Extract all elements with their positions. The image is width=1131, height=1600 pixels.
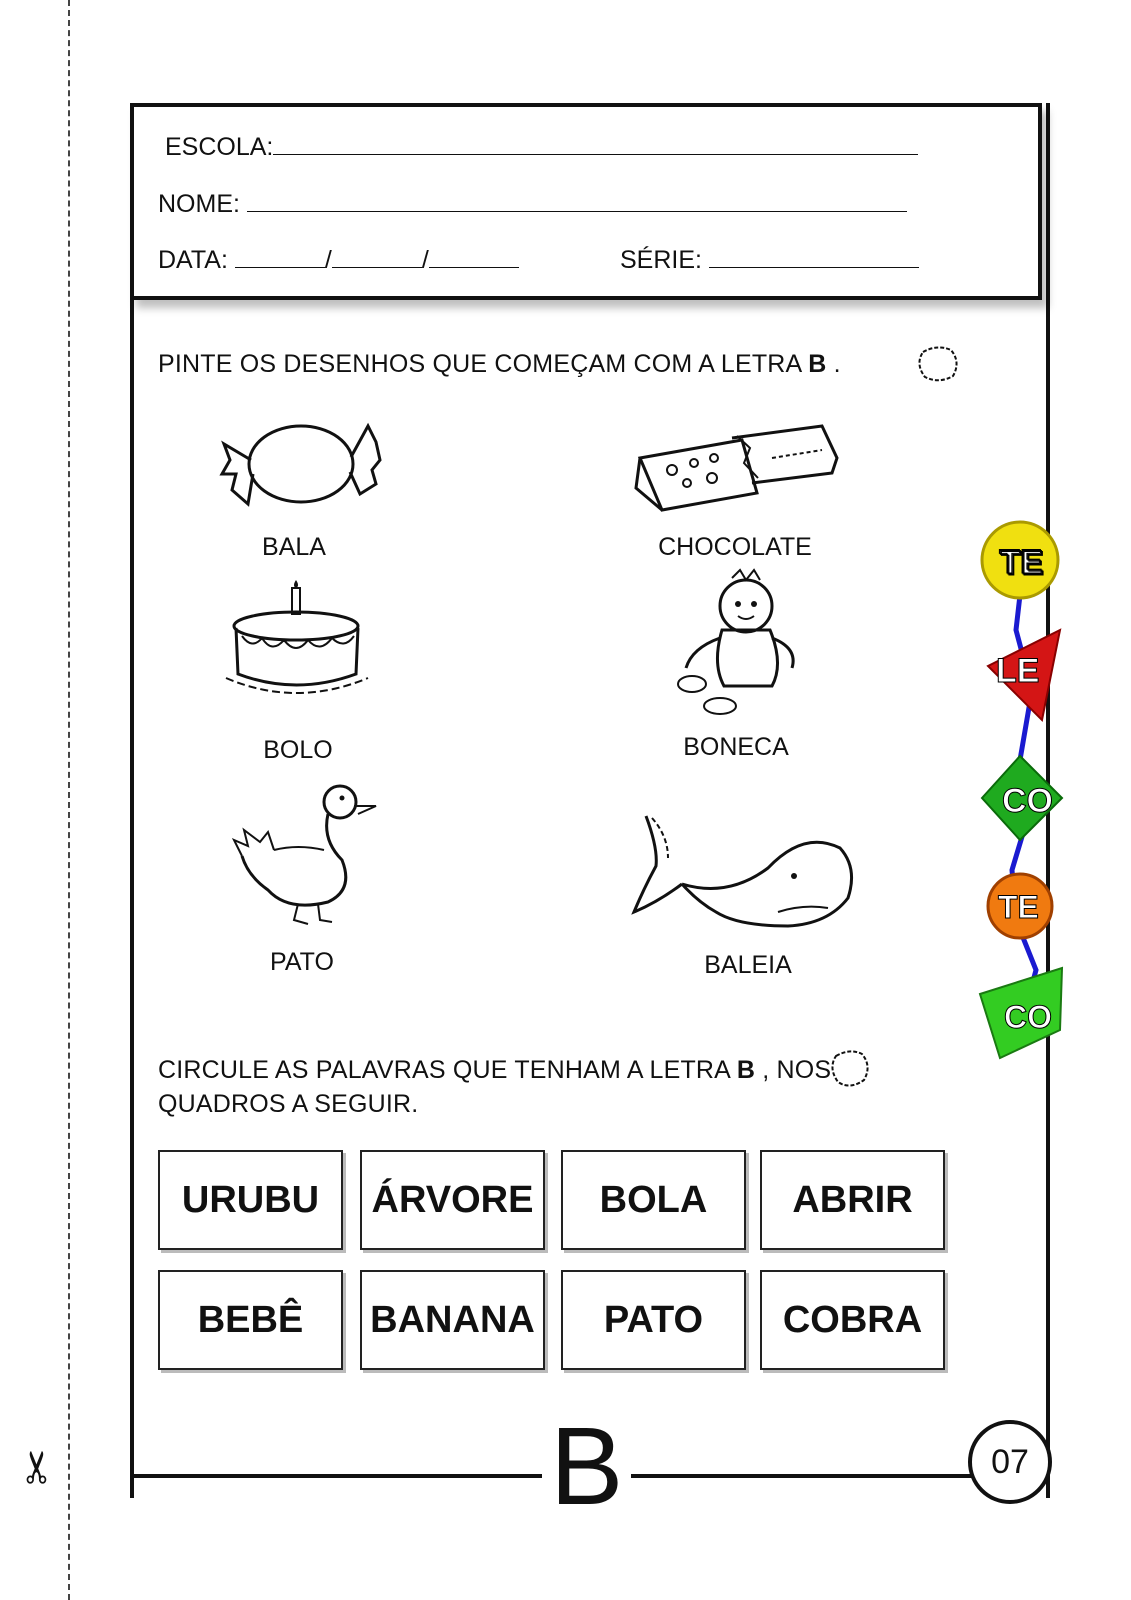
page-number-badge — [968, 1420, 1052, 1504]
word-text: URUBU — [181, 1178, 320, 1221]
word-box[interactable] — [561, 1150, 746, 1250]
section2-instruction — [158, 1056, 831, 1085]
word-text: BOLA — [599, 1178, 708, 1221]
word-text: ABRIR — [792, 1178, 913, 1221]
instruction-end: . — [826, 350, 841, 378]
cake-drawing[interactable] — [222, 578, 372, 703]
serie-field[interactable] — [620, 246, 919, 275]
side-decoration — [972, 510, 1072, 1070]
escola-label: ESCOLA: — [165, 133, 274, 161]
section2-instruction-line2: QUADROS A SEGUIR. — [158, 1090, 419, 1118]
candy-drawing[interactable] — [218, 412, 383, 517]
page-number: 07 — [991, 1442, 1029, 1481]
word-box[interactable] — [760, 1270, 945, 1370]
instruction-letter: B — [808, 350, 827, 378]
escola-field[interactable] — [165, 133, 918, 162]
word-text: COBRA — [782, 1298, 923, 1341]
section1-instruction — [158, 350, 841, 379]
blob-icon — [915, 344, 961, 384]
serie-label: SÉRIE: — [620, 246, 702, 274]
whale-drawing[interactable] — [628, 808, 860, 938]
chocolate-drawing[interactable] — [632, 418, 842, 518]
blob-icon — [828, 1048, 872, 1090]
word-box[interactable] — [561, 1270, 746, 1370]
nome-label: NOME: — [158, 190, 240, 218]
picture-label-bolo: BOLO — [263, 736, 333, 764]
data-month-line[interactable] — [332, 267, 422, 268]
serie-line[interactable] — [709, 267, 919, 268]
scissors-icon: ✂ — [13, 1448, 63, 1486]
picture-label-boneca: BONECA — [683, 733, 789, 761]
word-text: BEBÊ — [197, 1298, 304, 1341]
picture-label-chocolate: CHOCOLATE — [658, 533, 812, 561]
data-label: DATA: — [158, 246, 228, 274]
word-box[interactable] — [360, 1270, 545, 1370]
word-box[interactable] — [158, 1270, 343, 1370]
cut-line — [68, 0, 70, 1600]
escola-line[interactable] — [273, 154, 918, 155]
instruction-end: , NOS — [755, 1056, 832, 1084]
nome-field[interactable] — [158, 190, 907, 219]
data-field[interactable] — [158, 246, 519, 275]
data-day-line[interactable] — [235, 267, 325, 268]
data-separator: / — [324, 246, 332, 274]
instruction-text: PINTE OS DESENHOS QUE COMEÇAM COM A LETRA — [158, 350, 809, 378]
doll-drawing[interactable] — [672, 568, 807, 718]
word-text: BANANA — [370, 1298, 535, 1341]
instruction-letter: B — [736, 1056, 756, 1084]
instruction-text: CIRCULE AS PALAVRAS QUE TENHAM A LETRA — [158, 1056, 737, 1084]
word-text: ÁRVORE — [371, 1178, 534, 1221]
word-box[interactable] — [158, 1150, 343, 1250]
big-letter: B — [542, 1412, 631, 1522]
side-tag-text: CO — [1002, 782, 1053, 820]
nome-line[interactable] — [247, 211, 907, 212]
side-tag-text: CO — [1004, 999, 1052, 1035]
side-tag-text: LE — [996, 652, 1040, 690]
word-box[interactable] — [360, 1150, 545, 1250]
picture-label-baleia: BALEIA — [704, 951, 792, 979]
picture-label-bala: BALA — [262, 533, 326, 561]
side-tag-text: TE — [1000, 544, 1044, 582]
duck-drawing[interactable] — [228, 780, 378, 930]
side-tag-text: TE — [998, 889, 1039, 925]
data-year-line[interactable] — [429, 267, 519, 268]
word-text: PATO — [603, 1298, 704, 1341]
picture-label-pato: PATO — [270, 948, 334, 976]
word-box[interactable] — [760, 1150, 945, 1250]
data-separator: / — [421, 246, 429, 274]
